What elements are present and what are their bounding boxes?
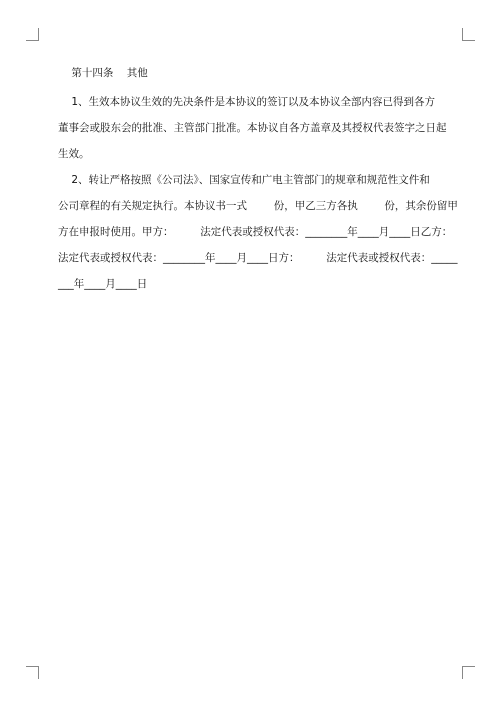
page-corner-mark-bottom-right <box>462 666 475 679</box>
clause-2-line-3: 方在申报时使用。甲方： 法定代表或授权代表：________年____月____日乙方： <box>58 226 453 238</box>
clause-1-line-3: 生效。 <box>58 148 90 160</box>
clause-2-line-1: 2、转让严格按照《公司法》、国家宣传和广电主管部门的规章和规范性文件和 <box>58 174 430 186</box>
page-corner-mark-bottom-left <box>26 666 39 679</box>
clause-1-line-2: 董事会或股东会的批准、主管部门批准。本协议自各方盖章及其授权代表签字之日起 <box>58 122 447 134</box>
clause-1-line-1: 1、生效本协议生效的先决条件是本协议的签订以及本协议全部内容已得到各方 <box>58 96 436 108</box>
clause-2-line-4: 法定代表或授权代表：________年____月____日方： 法定代表或授权代表：_____ <box>58 252 458 264</box>
article-heading: 第十四条 其他 <box>58 67 148 79</box>
clause-2-line-2: 公司章程的有关规定执行。本协议书一式 份，甲乙三方各执 份，其余份留甲 <box>58 200 458 212</box>
page-corner-mark-top-right <box>462 28 475 41</box>
page-corner-mark-top-left <box>26 28 39 41</box>
clause-2-line-5: ___年____月____日 <box>58 278 148 290</box>
